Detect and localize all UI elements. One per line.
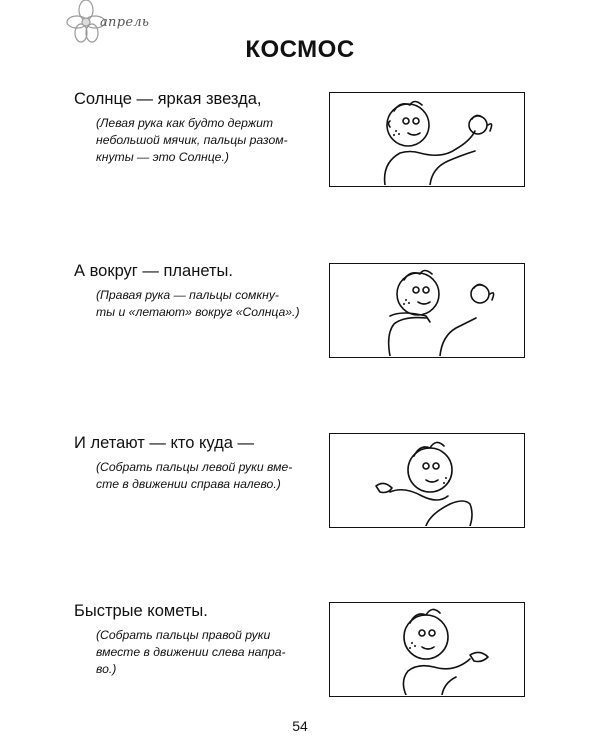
note-line: во.) <box>96 662 117 676</box>
stanza-1 <box>74 90 314 166</box>
stanza-3 <box>74 434 314 493</box>
note-line: вместе в движении слева напра- <box>96 645 286 659</box>
verse-line: А вокруг — планеты. <box>74 262 233 280</box>
page-title: КОСМОС <box>245 36 355 63</box>
illustration-frame-2 <box>329 263 525 358</box>
note-line: (Собрать пальцы левой руки вме- <box>96 460 293 474</box>
instruction-note <box>96 115 314 166</box>
note-line: (Левая рука как будто держит <box>96 116 274 130</box>
illustration-frame-3 <box>329 433 525 528</box>
note-line: (Собрать пальцы правой руки <box>96 628 271 642</box>
verse-line: Быстрые кометы. <box>74 602 208 620</box>
verse-line: И летают — кто куда — <box>74 434 255 452</box>
page-number: 54 <box>292 718 308 734</box>
instruction-note <box>96 287 314 321</box>
note-line: небольшой мячик, пальцы разом- <box>96 133 288 147</box>
instruction-note <box>96 459 314 493</box>
verse-line: Солнце — яркая звезда, <box>74 90 262 108</box>
stanza-2 <box>74 262 314 321</box>
note-line: (Правая рука — пальцы сомкну- <box>96 288 279 302</box>
instruction-note <box>96 627 314 678</box>
note-line: кнуты — это Солнце.) <box>96 150 229 164</box>
boy-planets-around-sun-illustration <box>330 264 523 356</box>
note-line: ты и «летают» вокруг «Солнца».) <box>96 305 300 319</box>
boy-arm-sweep-right-illustration <box>330 603 523 695</box>
illustration-frame-4 <box>329 602 525 697</box>
note-line: сте в движении справа налево.) <box>96 477 281 491</box>
boy-holding-sun-illustration <box>330 93 523 185</box>
boy-arm-sweep-left-illustration <box>330 434 523 526</box>
illustration-frame-1 <box>329 92 525 187</box>
stanza-4 <box>74 602 314 678</box>
month-label: апрель <box>100 15 150 30</box>
